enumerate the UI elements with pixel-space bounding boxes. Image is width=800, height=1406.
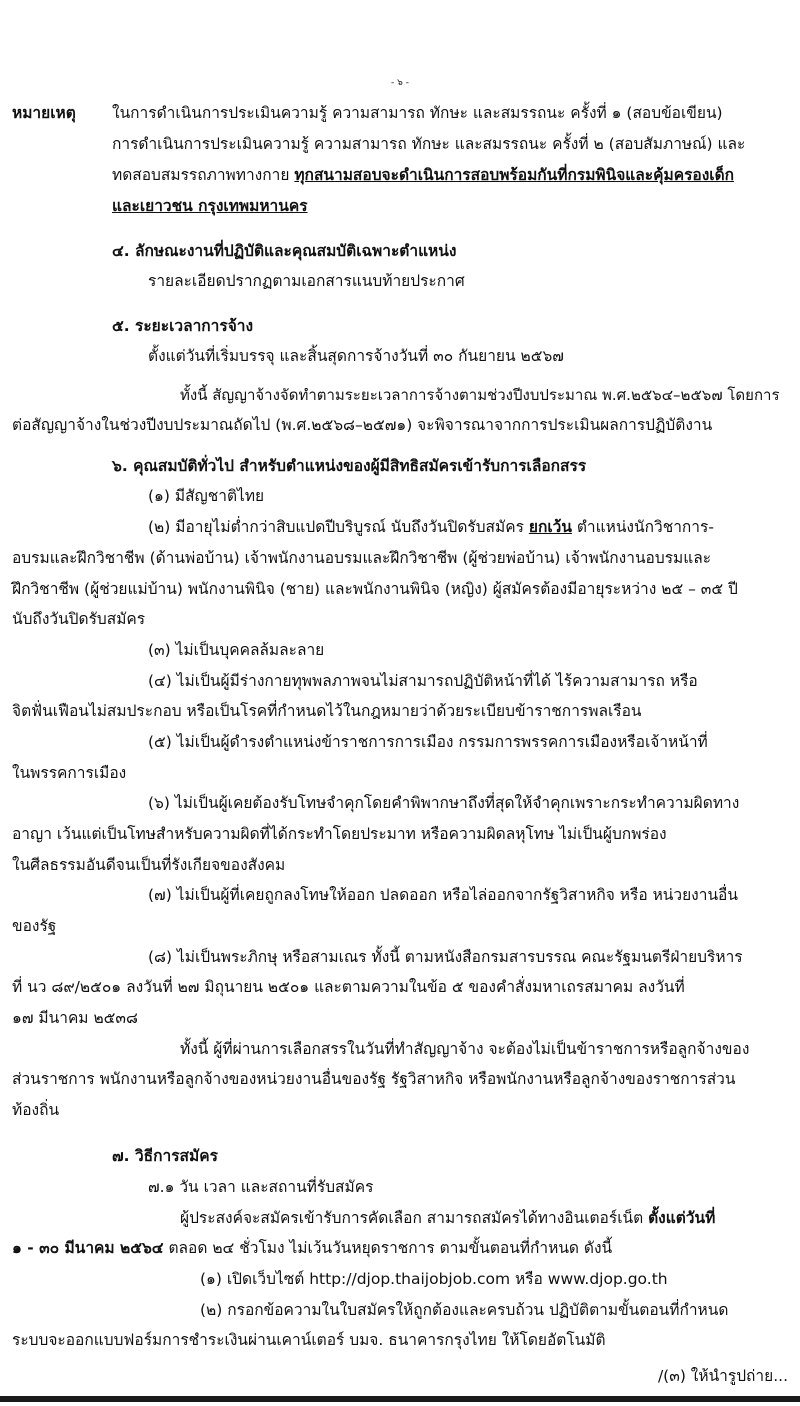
qualification-5-line-1: (๕) ไม่เป็นผู้ดำรงตำแหน่งข้าราชการการเมือง กรรมการพรรคการเมืองหรือเจ้าหน้าที่	[148, 733, 708, 751]
qualification-8-line-3: ๑๗ มีนาคม ๒๕๓๘	[12, 1009, 138, 1027]
remark-emphasis-2: และเยาวชน กรุงเทพมหานคร	[112, 197, 308, 215]
remark-line-1: ในการดำเนินการประเมินความรู้ ความสามารถ ทักษะ และสมรรถนะ ครั้งที่ ๑ (สอบข้อเขียน)	[112, 104, 723, 122]
qualification-2-line-4: นับถึงวันปิดรับสมัคร	[12, 610, 146, 628]
remark-emphasis: ทุกสนามสอบจะดำเนินการสอบพร้อมกันที่กรมพินิจและคุ้มครองเด็ก	[294, 166, 735, 184]
section-6-note-line-3: ท้องถิ่น	[12, 1101, 60, 1119]
qualification-7-line-1: (๗) ไม่เป็นผู้ที่เคยถูกลงโทษให้ออก ปลดออก หรือไล่ออกจากรัฐวิสาหกิจ หรือ หน่วยงานอื่น	[148, 886, 738, 904]
application-period-start: ตั้งแต่วันที่	[648, 1209, 716, 1227]
continued-marker: /(๓) ให้นำรูปถ่าย...	[657, 1367, 788, 1385]
application-period: ๑ - ๓๐ มีนาคม ๒๕๖๔	[12, 1239, 164, 1257]
step-1: (๑) เปิดเว็บไซต์ http://djop.thaijobjob.com หรือ www.djop.go.th	[200, 1270, 668, 1288]
qualification-8-line-2: ที่ นว ๘๙/๒๕๐๑ ลงวันที่ ๒๗ มิถุนายน ๒๕๐๑ และตามความในข้อ ๕ ของคำสั่งมหาเถรสมาคม ลงวันที่	[12, 978, 685, 996]
qualification-7-line-2: ของรัฐ	[12, 917, 57, 935]
section-7-paragraph-text: ผู้ประสงค์จะสมัครเข้ารับการคัดเลือก สามารถสมัครได้ทางอินเตอร์เน็ต	[180, 1209, 649, 1227]
qualification-2-line-2: อบรมและฝึกวิชาชีพ (ด้านพ่อบ้าน) เจ้าพนักงานอบรมและฝึกวิชาชีพ (ผู้ช่วยพ่อบ้าน) เจ้าพนักงานอบรมและ	[12, 549, 712, 567]
section-7-subheading: ๗.๑ วัน เวลา และสถานที่รับสมัคร	[148, 1178, 374, 1196]
step-2-line-2: ระบบจะออกแบบฟอร์มการชำระเงินผ่านเคาน์เตอร์ บมจ. ธนาคารกรุงไทย ให้โดยอัตโนมัติ	[12, 1331, 606, 1349]
qualification-2-line-3: ฝึกวิชาชีพ (ผู้ช่วยแม่บ้าน) พนักงานพินิจ (ชาย) และพนักงานพินิจ (หญิง) ผู้สมัครต้องมีอายุระหว่าง ๒๕ – ๓๕ ปี	[12, 580, 738, 598]
section-5-text: ตั้งแต่วันที่เริ่มบรรจุ และสิ้นสุดการจ้างวันที่ ๓๐ กันยายน ๒๕๖๗	[148, 347, 564, 365]
remark-line-3-text: ทดสอบสมรรถภาพทางกาย	[112, 166, 295, 184]
section-6-heading: ๖. คุณสมบัติทั่วไป สำหรับตำแหน่งของผู้มีสิทธิสมัครเข้ารับการเลือกสรร	[112, 457, 587, 475]
page-bottom-border	[0, 1396, 800, 1402]
section-6-note-line-2: ส่วนราชการ พนักงานหรือลูกจ้างของหน่วยงานอื่นของรัฐ รัฐวิสาหกิจ หรือพนักงานหรือลูกจ้างของราชการส่วน	[12, 1070, 736, 1088]
qualification-2-line-1	[148, 516, 714, 538]
section-7-paragraph-text-2: ตลอด ๒๔ ชั่วโมง ไม่เว้นวันหยุดราชการ ตามขั้นตอนที่กำหนด ดังนี้	[163, 1239, 613, 1257]
qualification-2-text-post: ตำแหน่งนักวิชาการ-	[571, 518, 714, 536]
section-6-note-line-1: ทั้งนี้ ผู้ที่ผ่านการเลือกสรรในวันที่ทำสัญญาจ้าง จะต้องไม่เป็นข้าราชการหรือลูกจ้างของ	[180, 1040, 750, 1058]
section-7-heading: ๗. วิธีการสมัคร	[112, 1147, 218, 1165]
section-4-heading: ๔. ลักษณะงานที่ปฏิบัติและคุณสมบัติเฉพาะตำแหน่ง	[112, 242, 457, 260]
remark-label: หมายเหตุ	[12, 104, 76, 122]
page-number: - ๖ -	[391, 78, 409, 88]
remark-line-2: การดำเนินการประเมินความรู้ ความสามารถ ทักษะ และสมรรถนะ ครั้งที่ ๒ (สอบสัมภาษณ์) และ	[112, 135, 746, 153]
qualification-5-line-2: ในพรรคการเมือง	[12, 764, 127, 782]
qualification-6-line-3: ในศีลธรรมอันดีจนเป็นที่รังเกียจของสังคม	[12, 856, 286, 874]
section-4-text: รายละเอียดปรากฏตามเอกสารแนบท้ายประกาศ	[148, 272, 465, 290]
section-7-paragraph-line-1	[180, 1207, 715, 1229]
qualification-4-line-1: (๔) ไม่เป็นผู้มีร่างกายทุพพลภาพจนไม่สามารถปฏิบัติหน้าที่ได้ ไร้ความสามารถ หรือ	[148, 672, 698, 690]
qualification-8-line-1: (๘) ไม่เป็นพระภิกษุ หรือสามเณร ทั้งนี้ ตามหนังสือกรมสารบรรณ คณะรัฐมนตรีฝ่ายบริหาร	[148, 948, 743, 966]
section-5-note-1: ทั้งนี้ สัญญาจ้างจัดทำตามระยะเวลาการจ้างตามช่วงปีงบประมาณ พ.ศ.๒๕๖๔–๒๕๖๗ โดยการ	[180, 386, 780, 404]
qualification-1: (๑) มีสัญชาติไทย	[148, 487, 265, 505]
qualification-4-line-2: จิตฟั่นเฟือนไม่สมประกอบ หรือเป็นโรคที่กำหนดไว้ในกฎหมายว่าด้วยระเบียบข้าราชการพลเรือน	[12, 702, 642, 720]
section-7-paragraph-line-2	[12, 1237, 612, 1259]
qualification-2-exception: ยกเว้น	[528, 518, 572, 536]
section-5-heading: ๕. ระยะเวลาการจ้าง	[112, 317, 254, 335]
remark-line-3	[112, 164, 734, 186]
qualification-6-line-2: อาญา เว้นแต่เป็นโทษสำหรับความผิดที่ได้กระทำโดยประมาท หรือความผิดลหุโทษ ไม่เป็นผู้บกพร่อง	[12, 825, 667, 843]
section-5-note-2: ต่อสัญญาจ้างในช่วงปีงบประมาณถัดไป (พ.ศ.๒๕๖๘–๒๕๗๑) จะพิจารณาจากการประเมินผลการปฏิบัติงาน	[12, 416, 713, 434]
qualification-2-text: (๒) มีอายุไม่ต่ำกว่าสิบแปดปีบริบูรณ์ นับถึงวันปิดรับสมัคร	[148, 518, 529, 536]
qualification-6-line-1: (๖) ไม่เป็นผู้เคยต้องรับโทษจำคุกโดยคำพิพากษาถึงที่สุดให้จำคุกเพราะกระทำความผิดทาง	[148, 794, 740, 812]
step-2-line-1: (๒) กรอกข้อความในใบสมัครให้ถูกต้องและครบถ้วน ปฏิบัติตามขั้นตอนที่กำหนด	[200, 1301, 729, 1319]
qualification-3: (๓) ไม่เป็นบุคคลล้มละลาย	[148, 641, 325, 659]
